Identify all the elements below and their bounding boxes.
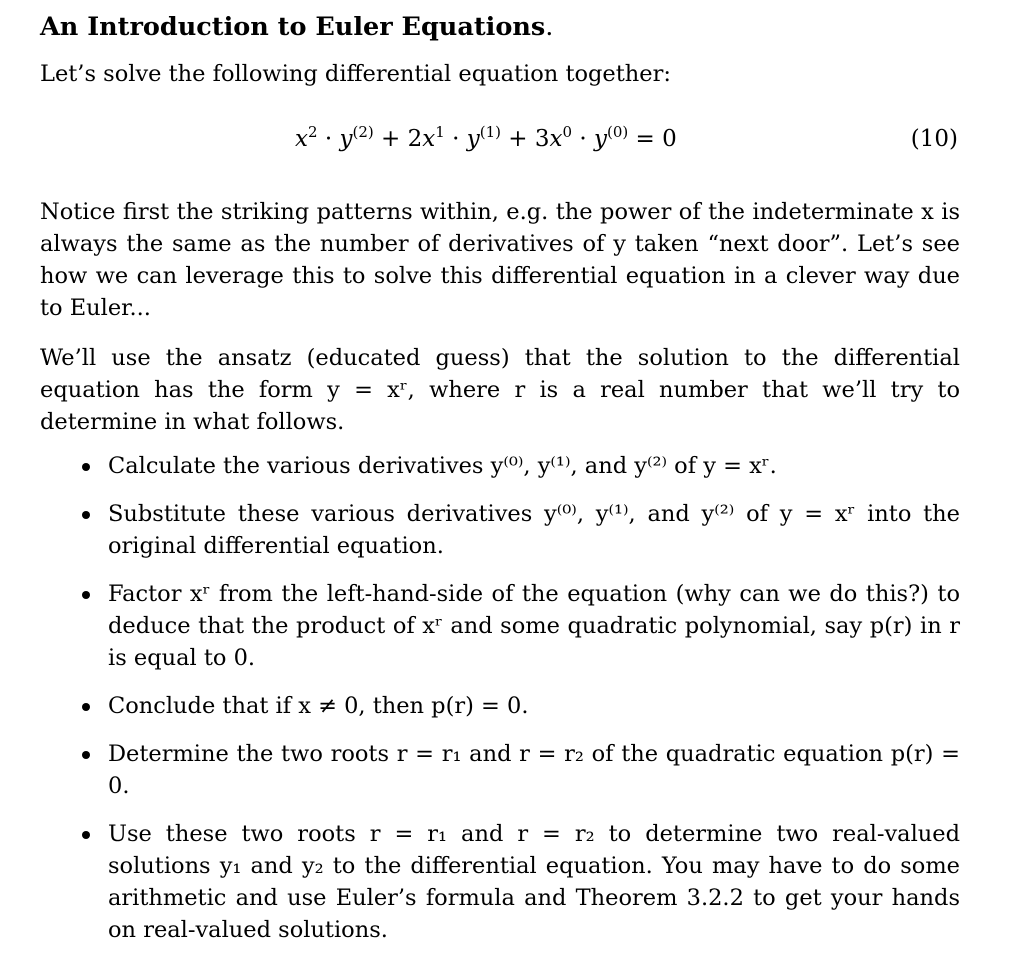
intro-text: Let’s solve the following differential equation together:: [40, 61, 671, 87]
list-item: [40, 738, 960, 802]
list-item: [40, 450, 960, 482]
list-item-text: Calculate the various derivatives y⁽⁰⁾, y⁽¹⁾, and y⁽²⁾ of y = xʳ.: [108, 453, 777, 479]
list-item: [40, 818, 960, 946]
bullet-icon: [82, 511, 90, 519]
document-page: [40, 10, 960, 962]
bullet-icon: [82, 463, 90, 471]
equation-number: (10): [910, 126, 958, 152]
list-item: [40, 578, 960, 674]
list-item-text: Factor xʳ from the left-hand-side of the equation (why can we do this?) to deduce that the product of xʳ and some quadratic polynomial, say p(r) in r is equal to 0.: [108, 581, 960, 671]
paragraph-ansatz: We’ll use the ansatz (educated guess) that the solution to the differential equation has the form y = xʳ, where r is a real number that we’ll try to determine in what follows.: [40, 345, 960, 435]
bullet-icon: [82, 751, 90, 759]
document-title: [40, 10, 960, 44]
display-equation: [40, 120, 960, 172]
list-item-text: Determine the two roots r = r₁ and r = r₂ of the quadratic equation p(r) = 0.: [108, 741, 960, 799]
list-item-text: Substitute these various derivatives y⁽⁰⁾, y⁽¹⁾, and y⁽²⁾ of y = xʳ into the original differential equation.: [108, 501, 960, 559]
list-item: [40, 498, 960, 562]
title-text: An Introduction to Euler Equations: [40, 12, 546, 42]
list-item-text: Use these two roots r = r₁ and r = r₂ to determine two real-valued solutions y₁ and y₂ to the differential equation. You may have to do some arithmetic and use Euler’s formula and Theorem 3.2.2 to get your hands on real-valued solutions.: [108, 821, 960, 943]
bullet-icon: [82, 591, 90, 599]
bullet-icon: [82, 703, 90, 711]
paragraph-patterns: Notice first the striking patterns within, e.g. the power of the indeterminate x is always the same as the number of derivatives of y taken “next door”. Let’s see how we can leverage this to solve this differential equation in a clever way due to Euler...: [40, 199, 960, 321]
list-item-text: Conclude that if x ≠ 0, then p(r) = 0.: [108, 693, 529, 719]
euler-equation: $x^2 \cdot y^{(2)} + 2x^1 \cdot y^{(1)} + 3x^0 \cdot y^{(0)} = 0$: [295, 123, 677, 152]
bullet-icon: [82, 831, 90, 839]
title-period: .: [545, 12, 554, 42]
list-item: [40, 690, 960, 722]
steps-list: [40, 450, 960, 946]
